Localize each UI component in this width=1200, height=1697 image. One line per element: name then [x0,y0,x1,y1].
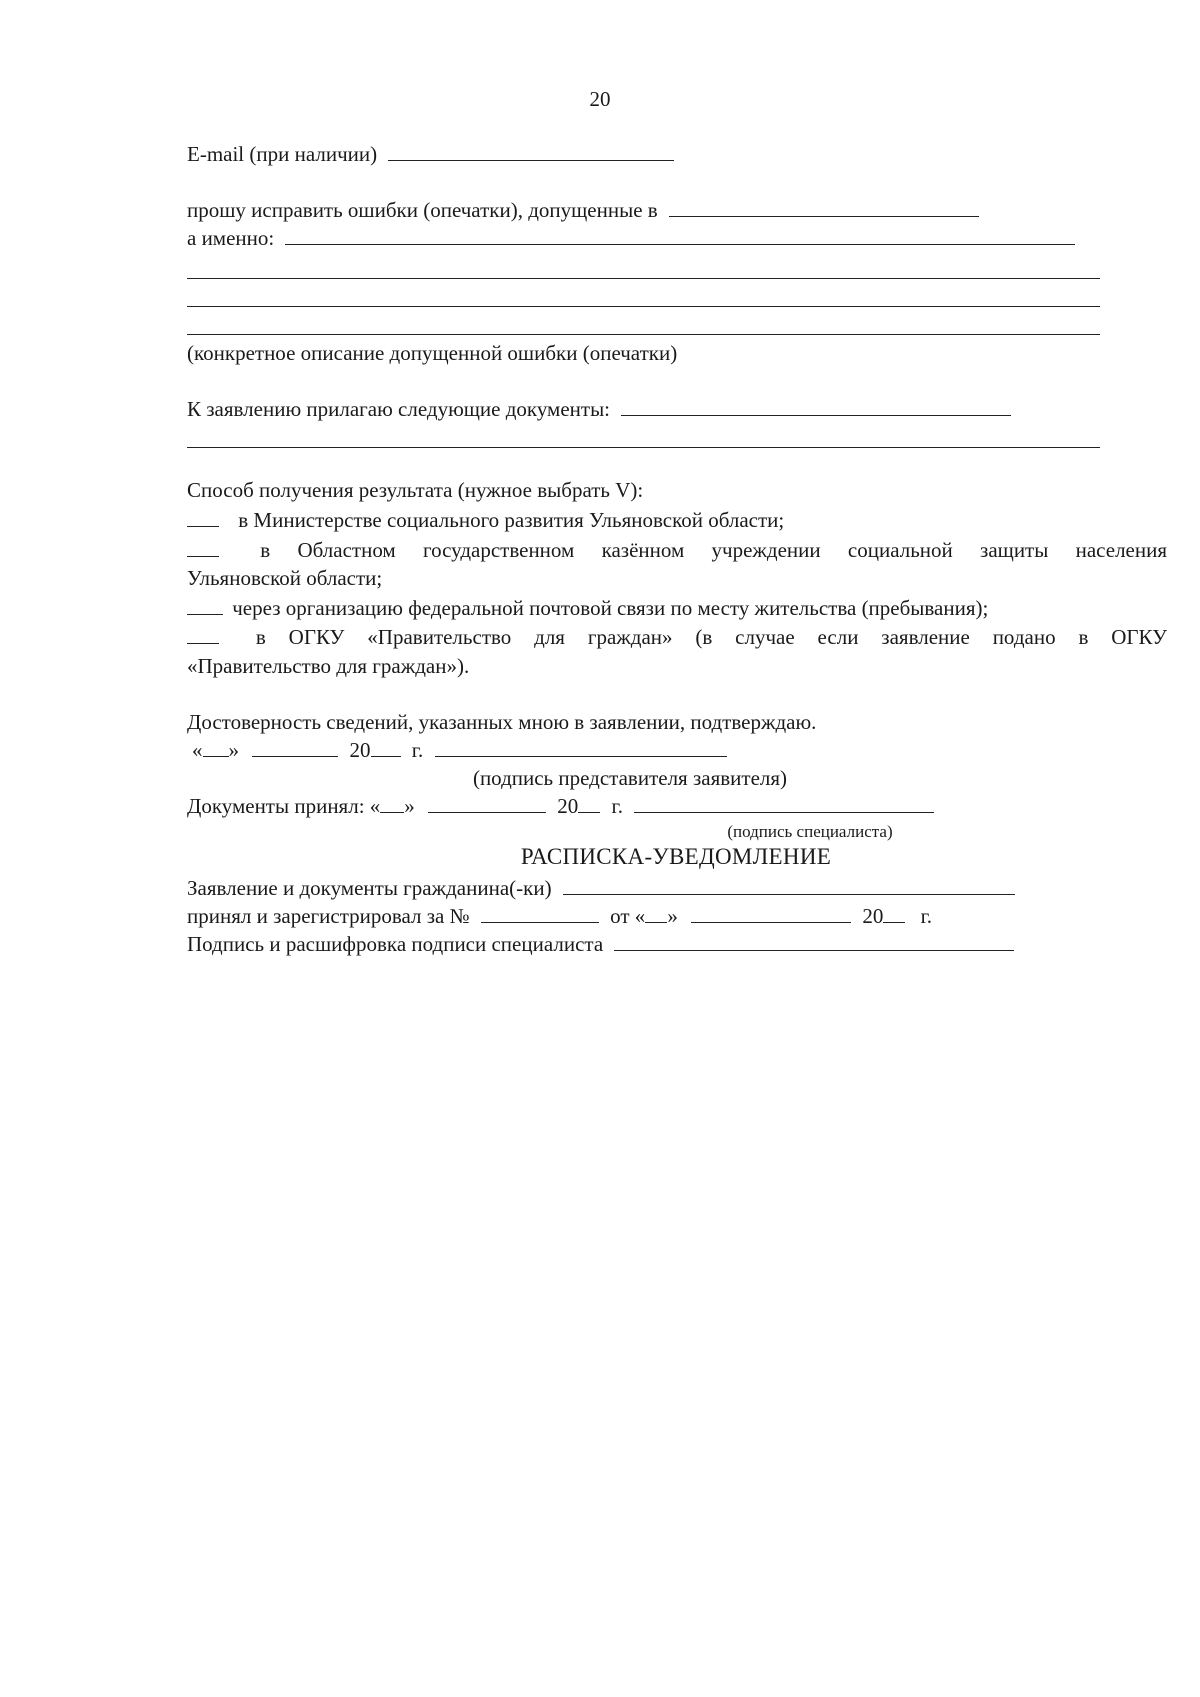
confirmation-date-row [192,738,727,763]
receipt-row-3 [187,932,1014,957]
attachments-blank-2 [187,447,1100,448]
option1-text: в Министерстве социального развития Ульяновской области; [238,508,785,532]
accepted-year-suffix: г. [611,794,624,818]
quote-open: « [192,738,203,762]
month-blank [252,740,338,757]
request-line2: а именно: [187,226,275,250]
email-label: E-mail (при наличии) [187,142,378,166]
result-option-2-line2: Ульяновской области; [187,566,383,590]
receipt-month-blank [691,906,851,923]
option1-checkbox-blank [187,510,219,527]
receipt-row-2 [187,904,932,929]
year-blank [371,740,401,757]
accepted-year-prefix: 20 [557,794,579,818]
receipt-line2-label: принял и зарегистрировал за № [187,904,470,928]
receipt-year-prefix: 20 [862,904,884,928]
year-suffix: г. [411,738,424,762]
request-row-1 [187,198,979,223]
attachments-blank-1 [621,399,1011,416]
result-heading: Способ получения результата (нужное выбрать V): [187,478,644,502]
applicant-signature-blank [435,740,727,757]
document-blank [669,200,979,217]
attachments-label: К заявлению прилагаю следующие документы: [187,397,611,421]
specialist-decoding-blank [614,934,1014,951]
accepted-year-blank [578,796,600,813]
receipt-quote-close: » [667,904,678,928]
day-blank [203,740,229,757]
request-line1: прошу исправить ошибки (опечатки), допущенные в [187,198,658,222]
year-prefix: 20 [349,738,371,762]
result-option-4-line1 [187,625,1167,650]
attachments-row [187,397,1011,422]
description-blank-4 [187,334,1100,335]
receipt-year-suffix: г. [920,904,933,928]
option2-checkbox-blank [187,540,219,557]
receipt-title: РАСПИСКА-УВЕДОМЛЕНИЕ [520,844,832,869]
accepted-label: Документы принял: « [187,794,381,818]
citizen-name-blank [563,878,1015,895]
option4-checkbox-blank [187,627,219,644]
page-number: 20 [589,87,611,111]
result-option-3 [187,596,988,621]
accepted-quote-close: » [404,794,415,818]
receipt-row-1 [187,876,1015,901]
receipt-day-blank [645,906,667,923]
result-option-1 [187,508,784,533]
receipt-from-label: от « [610,904,646,928]
receipt-year-blank [883,906,905,923]
option4-text-1: в ОГКУ «Правительство для граждан» (в случае если заявление подано в ОГКУ [255,625,1167,649]
applicant-signature-caption: (подпись представителя заявителя) [472,766,788,790]
specialist-signature-caption: (подпись специалиста) [727,822,893,841]
registration-number-blank [481,906,599,923]
result-option-4-line2: «Правительство для граждан»). [187,654,470,678]
specialist-signature-blank [634,796,934,813]
accepted-row [187,794,934,819]
result-option-2-line1 [187,538,1167,563]
receipt-line3: Подпись и расшифровка подписи специалиста [187,932,604,956]
description-caption: (конкретное описание допущенной ошибки (опечатки) [187,341,678,365]
accepted-month-blank [428,796,546,813]
email-blank [388,144,674,161]
description-blank-2 [187,278,1100,279]
description-blank-1 [285,228,1075,245]
option3-text: через организацию федеральной почтовой связи по месту жительства (пребывания); [232,596,989,620]
confirmation-text: Достоверность сведений, указанных мною в заявлении, подтверждаю. [187,710,817,734]
email-row [187,142,674,167]
option2-text-1: в Областном государственном казённом учреждении социальной защиты населения [260,538,1168,562]
accepted-day-blank [380,796,404,813]
quote-close: » [228,738,239,762]
request-row-2 [187,226,1075,251]
receipt-line1: Заявление и документы гражданина(-ки) [187,876,552,900]
option3-checkbox-blank [187,598,223,615]
description-blank-3 [187,306,1100,307]
